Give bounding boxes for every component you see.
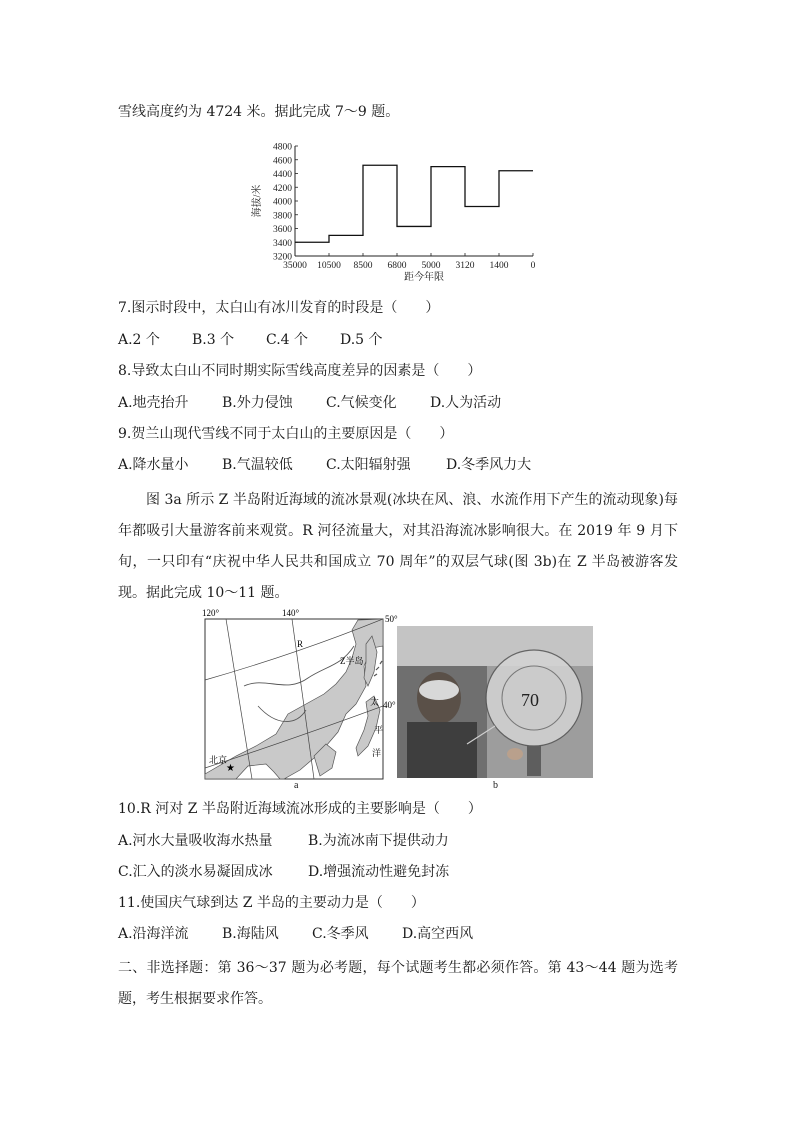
y-tick-label: 4200 xyxy=(273,183,292,194)
q8-option-b[interactable]: B.外力侵蚀 xyxy=(222,395,293,411)
q11-option-b[interactable]: B.海陆风 xyxy=(222,926,279,942)
caption-a: a xyxy=(294,780,299,791)
y-tick-label: 4800 xyxy=(273,142,292,153)
question-7-stem: 7.图示时段中，太白山有冰川发育的时段是（ ） xyxy=(118,300,440,316)
question-10-options-row1 xyxy=(118,831,449,851)
y-tick-label: 3200 xyxy=(273,252,292,263)
question-9-options xyxy=(118,455,531,475)
x-tick-label: 10500 xyxy=(317,261,341,271)
question-9-stem: 9.贺兰山现代雪线不同于太白山的主要原因是（ ） xyxy=(118,426,454,442)
q7-option-b[interactable]: B.3 个 xyxy=(192,332,235,348)
q9-option-c[interactable]: C.太阳辐射强 xyxy=(326,457,411,473)
figure-3a-map xyxy=(196,606,396,796)
q9-option-b[interactable]: B.气温较低 xyxy=(222,457,293,473)
q9-option-d[interactable]: D.冬季风力大 xyxy=(446,457,532,473)
y-tick-label: 4400 xyxy=(273,170,292,180)
label-lon120: 120° xyxy=(202,608,220,618)
q11-option-d[interactable]: D.高空西风 xyxy=(402,926,474,942)
balloon-photo-drawing xyxy=(397,626,593,778)
snowline-series-line xyxy=(295,165,533,242)
passage-paragraph xyxy=(118,485,678,609)
label-lat50: 50° xyxy=(385,614,398,624)
intro-text: 雪线高度约为 4724 米。据此完成 7～9 题。 xyxy=(118,104,400,120)
q10-option-c[interactable]: C.汇入的淡水易凝固成冰 xyxy=(118,864,273,880)
x-tick-label: 8500 xyxy=(353,261,373,271)
snowline-chart xyxy=(250,138,550,286)
question-11-options xyxy=(118,924,473,944)
q8-option-c[interactable]: C.气候变化 xyxy=(326,395,397,411)
q8-option-d[interactable]: D.人为活动 xyxy=(430,395,502,411)
label-tai: 太 xyxy=(370,697,380,707)
label-lon140: 140° xyxy=(282,608,300,618)
figure-3b-photo xyxy=(397,626,593,778)
balloon-70-mark: 70 xyxy=(521,690,539,710)
q11-option-c[interactable]: C.冬季风 xyxy=(312,926,369,942)
x-axis-label: 距今年限 xyxy=(404,272,444,283)
q10-option-a[interactable]: A.河水大量吸收海水热量 xyxy=(118,833,273,849)
q7-option-d[interactable]: D.5 个 xyxy=(340,332,383,348)
passage-text: 图 3a 所示 Z 半岛附近海域的流冰景观(冰块在风、浪、水流作用下产生的流动现象)每年都吸引大量游客前来观赏。R 河径流量大，对其沿海流冰影响很大。在 2019 年 9 月下旬，一只印有“庆祝中华人民共和国成立 70 周年”的双层气球(图 3b)在 Z 半岛被游客发现。据此完成 10～11 题。 xyxy=(118,492,678,601)
caption-b: b xyxy=(493,780,498,791)
y-tick-label: 3400 xyxy=(273,238,292,249)
q7-option-c[interactable]: C.4 个 xyxy=(266,332,309,348)
y-tick-label: 4000 xyxy=(273,197,292,208)
x-tick-label: 35000 xyxy=(283,261,307,271)
q10-option-d[interactable]: D.增强流动性避免封冻 xyxy=(308,864,450,880)
q7-option-a[interactable]: A.2 个 xyxy=(118,332,160,348)
q11-option-a[interactable]: A.沿海洋流 xyxy=(118,926,189,942)
q9-option-a[interactable]: A.降水量小 xyxy=(118,457,189,473)
label-z-peninsula: Z半岛 xyxy=(340,656,364,666)
label-yang: 洋 xyxy=(372,748,382,758)
label-r: R xyxy=(297,639,304,649)
y-tick-label: 3600 xyxy=(273,225,292,235)
question-8-options xyxy=(118,393,501,413)
x-tick-label: 6800 xyxy=(387,261,407,271)
label-beijing: 北京 xyxy=(209,755,228,765)
question-10-stem: 10.R 河对 Z 半岛附近海域流冰形成的主要影响是（ ） xyxy=(118,801,482,817)
label-ping: 平 xyxy=(374,725,384,735)
y-tick-label: 4600 xyxy=(273,156,292,167)
beijing-star-icon: ★ xyxy=(226,763,235,774)
label-lat40: 40° xyxy=(383,700,396,710)
section-2-instructions: 二、非选择题：第 36～37 题为必考题，每个试题考生都必须作答。第 43～44 题为选考题，考生根据要求作答。 xyxy=(118,960,678,1007)
x-tick-label: 1400 xyxy=(489,261,509,271)
y-tick-label: 3800 xyxy=(273,211,292,222)
q10-option-b[interactable]: B.为流冰南下提供动力 xyxy=(308,833,449,849)
x-tick-label: 0 xyxy=(530,261,536,271)
question-7-options xyxy=(118,330,383,350)
question-11-stem: 11.使国庆气球到达 Z 半岛的主要动力是（ ） xyxy=(118,895,425,911)
x-tick-label: 3120 xyxy=(455,261,475,271)
y-axis-label: 海拔/米 xyxy=(252,184,263,218)
question-8-stem: 8.导致太白山不同时期实际雪线高度差异的因素是（ ） xyxy=(118,363,482,379)
q8-option-a[interactable]: A.地壳抬升 xyxy=(118,395,189,411)
x-tick-label: 5000 xyxy=(421,261,441,271)
question-10-options-row2 xyxy=(118,862,449,882)
